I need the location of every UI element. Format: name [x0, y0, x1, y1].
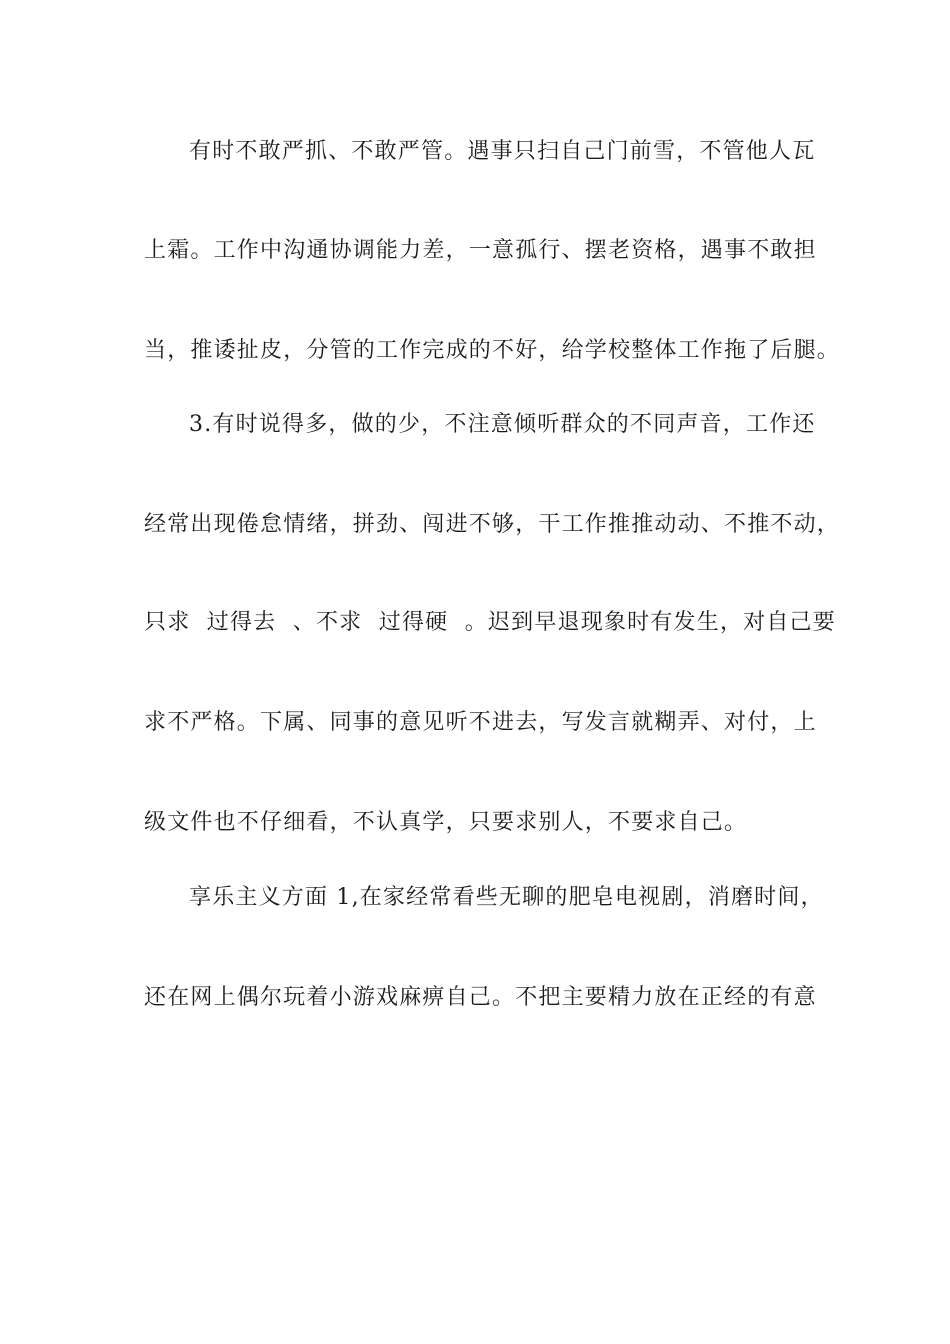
paragraph-line: 当，推诿扯皮，分管的工作完成的不好，给学校整体工作拖了后腿。	[144, 338, 841, 363]
paragraph-line: 求不严格。下属、同事的意见听不进去，写发言就糊弄、对付，上	[144, 710, 817, 735]
paragraph-line: 只求 过得去 、不求 过得硬 。迟到早退现象时有发生，对自己要	[144, 610, 836, 635]
paragraph-line: 上霜。工作中沟通协调能力差，一意孤行、摆老资格，遇事不敢担	[144, 238, 817, 263]
paragraph-line: 经常出现倦怠情绪，拼劲、闯进不够，干工作推推动动、不推不动，	[144, 512, 841, 537]
paragraph-line: 级文件也不仔细看，不认真学，只要求别人，不要求自己。	[144, 810, 748, 835]
paragraph-line: 还在网上偶尔玩着小游戏麻痹自己。不把主要精力放在正经的有意	[144, 985, 817, 1010]
paragraph-line: 有时不敢严抓、不敢严管。遇事只扫自己门前雪，不管他人瓦	[189, 139, 816, 164]
paragraph-line: 享乐主义方面 1,在家经常看些无聊的肥皂电视剧，消磨时间，	[189, 885, 824, 910]
paragraph-line: 3.有时说得多，做的少，不注意倾听群众的不同声音，工作还	[189, 412, 816, 437]
